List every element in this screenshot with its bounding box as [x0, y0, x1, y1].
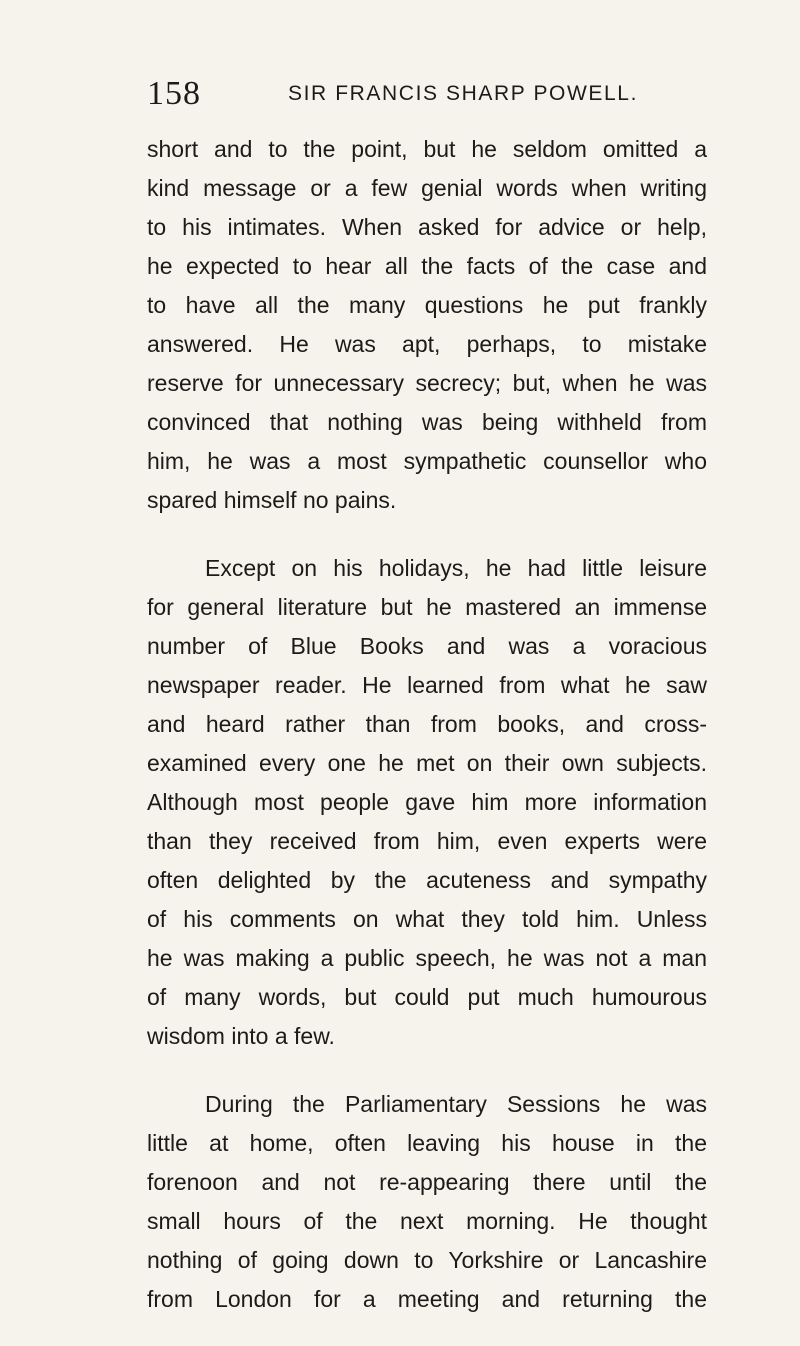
- text-line: from London for a meeting and returning the: [147, 1286, 707, 1312]
- text-line: for general literature but he mastered an immense: [147, 594, 707, 620]
- text-line: Except on his holidays, he had little leisure: [205, 555, 707, 581]
- text-line: nothing of going down to Yorkshire or Lancashire: [147, 1247, 707, 1273]
- running-head: [147, 74, 707, 114]
- text-line: convinced that nothing was being withheld from: [147, 409, 707, 435]
- text-line: number of Blue Books and was a voracious: [147, 633, 707, 659]
- paragraph-gap: [147, 1056, 707, 1085]
- text-line: little at home, often leaving his house in the: [147, 1130, 707, 1156]
- text-line: of many words, but could put much humourous: [147, 984, 707, 1010]
- text-line: forenoon and not re-appearing there until the: [147, 1169, 707, 1195]
- text-line: of his comments on what they told him. Unless: [147, 906, 707, 932]
- text-line: small hours of the next morning. He thought: [147, 1208, 707, 1234]
- text-line: to have all the many questions he put frankly: [147, 292, 707, 318]
- paragraph-3: [147, 1085, 707, 1319]
- text-line: him, he was a most sympathetic counsellor who: [147, 448, 707, 474]
- page-number: 158: [147, 75, 201, 112]
- text-line: During the Parliamentary Sessions he was: [205, 1091, 707, 1117]
- paragraph-2: [147, 549, 707, 1056]
- text-line: wisdom into a few.: [147, 1023, 335, 1049]
- paragraph-gap: [147, 520, 707, 549]
- text-line: and heard rather than from books, and cross-: [147, 711, 707, 737]
- text-line: kind message or a few genial words when writing: [147, 175, 707, 201]
- body-text: [147, 130, 707, 1319]
- text-line: to his intimates. When asked for advice or help,: [147, 214, 707, 240]
- text-line: newspaper reader. He learned from what he saw: [147, 672, 707, 698]
- text-line: often delighted by the acuteness and sympathy: [147, 867, 707, 893]
- text-line: he was making a public speech, he was not a man: [147, 945, 707, 971]
- paragraph-1: [147, 130, 707, 520]
- running-title: SIR FRANCIS SHARP POWELL.: [288, 82, 639, 105]
- text-line: spared himself no pains.: [147, 487, 397, 513]
- text-line: Although most people gave him more information: [147, 789, 707, 815]
- text-line: he expected to hear all the facts of the case and: [147, 253, 707, 279]
- text-line: than they received from him, even experts were: [147, 828, 707, 854]
- text-line: short and to the point, but he seldom omitted a: [147, 136, 707, 162]
- text-line: answered. He was apt, perhaps, to mistake: [147, 331, 707, 357]
- text-line: examined every one he met on their own subjects.: [147, 750, 707, 776]
- text-line: reserve for unnecessary secrecy; but, when he was: [147, 370, 707, 396]
